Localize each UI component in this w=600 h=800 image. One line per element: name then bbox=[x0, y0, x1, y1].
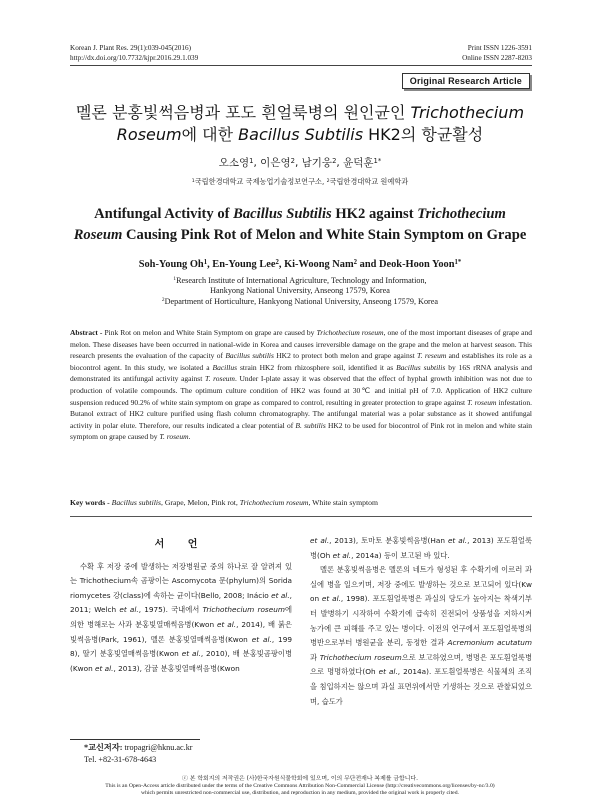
body-italic: Acremonium acutatum bbox=[447, 638, 532, 648]
affil-mark: 2 bbox=[326, 178, 330, 184]
journal-citation: Korean J. Plant Res. 29(1):039-045(2016) bbox=[70, 44, 191, 52]
body-text: , 2011; Welch bbox=[70, 590, 292, 615]
english-author: Deok-Hoon Yoon bbox=[378, 259, 455, 270]
author-affil-mark: 1* bbox=[454, 258, 462, 266]
body-text: 으로 보고하였으며, 병명은 포도흰얼룩병으로 명명하였다(Oh bbox=[310, 652, 533, 677]
body-text: , 2014a). 포도흰얼룩병은 식물체의 조직을 침입하지는 않으며 과실 표면위에서만 기생하는 것으로 관찰되었으며, 습도가 bbox=[310, 667, 532, 706]
body-text: , 1975). 국내에서 bbox=[138, 605, 203, 615]
body-text: 과 bbox=[310, 652, 320, 662]
body-text: , 2014a) 등이 보고된 바 있다. bbox=[351, 550, 450, 560]
english-authors: Soh-Young Oh$^1$, En-Young Lee$^2$, Ki-Woong Nam$^2$ and Deok-Hoon Yoon$^{1*}$ bbox=[138, 258, 462, 270]
korean-title-part: HK2의 항균활성 bbox=[363, 125, 484, 144]
abstract-text: and establishes its role as a biocontrol agent. In this study, we isolated a bbox=[70, 351, 532, 372]
keyword-text: , White stain symptom bbox=[308, 498, 378, 507]
english-affiliation: Hankyong National University, Anseong 17579, Korea bbox=[210, 286, 390, 296]
author-conjunction: and bbox=[357, 259, 379, 270]
english-title-part: Antifungal Activity of bbox=[94, 206, 234, 222]
abstract-species: Bacillus subtilis bbox=[396, 362, 446, 372]
english-affiliation: Department of Horticulture, Hankyong National University, Anseong 17579, Korea bbox=[164, 296, 439, 306]
body-italic: et al. bbox=[321, 594, 341, 604]
abstract-label: Abstract - bbox=[70, 328, 103, 337]
english-title-species: Trichothecium bbox=[417, 206, 506, 222]
english-title bbox=[40, 204, 560, 246]
body-text: , 1998). 포도흰얼룩병은 과실의 당도가 높아지는 착색기부터 발병하기 시작하여 수확기에 급속히 진전되어 상품성을 저하시켜 농가에 큰 피해를 주고 있는 병이다. 이전의 연구에서 포도흰얼룩병의 병반으로부터 병원균을 분리, 동정한 결과 bbox=[310, 594, 532, 648]
english-title-species: Roseum bbox=[73, 227, 123, 243]
body-italic: et al. bbox=[332, 550, 352, 560]
author-affil-mark: 1* bbox=[373, 156, 382, 165]
body-italic: Trichothecium roseum bbox=[202, 605, 285, 615]
abstract-species: B. subtilis bbox=[295, 420, 326, 430]
abstract-text: . bbox=[188, 432, 191, 442]
license-notice bbox=[36, 783, 564, 796]
korean-title-species: Bacillus Subtilis bbox=[238, 125, 364, 144]
affil-mark: 1 bbox=[191, 178, 195, 184]
license-line: This is an Open-Access article distributed under the terms of the Creative Commons Attribution Non-Commercial License (http://creativecommons.org/licenses/by-nc/3.0) bbox=[105, 783, 495, 789]
abstract-text: Pink Rot on melon and White Stain Symptom on grape are caused by bbox=[102, 328, 317, 337]
korean-title-species: Roseum bbox=[116, 125, 182, 144]
body-text: , 2014), 배 붉은빛썩음병(Park, 1961), 멜론 분홍빛열매썩음병(Kwon bbox=[70, 619, 292, 644]
body-text: , 2010), 배 분홍빛곰팡이병(Kwon bbox=[70, 649, 292, 673]
corresponding-phone: Tel. +82-31-678-4643 bbox=[84, 754, 157, 764]
abstract-text: HK2 to be used for biocontrol of Pink rot in melon and white stain symptom on grape caused by bbox=[70, 420, 532, 442]
section-divider bbox=[70, 516, 532, 517]
korean-title bbox=[60, 102, 540, 146]
body-italic: et al. bbox=[251, 634, 272, 644]
korean-title-part: 에 대한 bbox=[181, 125, 239, 144]
body-text: , 2013), 감귤 분홍빛열매썩음병(Kwon bbox=[113, 663, 240, 673]
author-affil-mark: 2 bbox=[275, 258, 279, 266]
intro-paragraph-1 bbox=[70, 560, 292, 677]
body-italic: et al. bbox=[271, 590, 290, 600]
section-heading-intro: 서 언 bbox=[154, 539, 208, 550]
body-column-left bbox=[70, 538, 292, 676]
body-italic: et al. bbox=[95, 663, 114, 673]
abstract-species: T. reseum bbox=[417, 351, 447, 361]
korean-affiliation: 국립한경대학교 원예학과 bbox=[329, 177, 409, 186]
body-text: 멜론 분홍빛썩음병은 멜론의 네트가 형성된 후 수확기에 이르러 과실에 병을 일으키며, 저장 중에도 발생하는 것으로 보고되어 있다(Kwon bbox=[310, 565, 532, 604]
doi-link[interactable]: http://dx.doi.org/10.7732/kjpr.2016.29.1.039 bbox=[70, 53, 199, 62]
author-affil-mark: 2 bbox=[332, 156, 337, 165]
author-affil-mark: 1 bbox=[249, 156, 254, 165]
body-italic: et al. bbox=[378, 667, 398, 677]
english-affiliations bbox=[60, 276, 540, 307]
korean-author: 이은영 bbox=[260, 157, 291, 169]
korean-authors: 오소영$^1$, 이은영$^2$, 남기웅$^2$, 윤덕훈$^{1*}$ bbox=[218, 156, 382, 169]
body-text: 에 의한 병해로는 사과 분홍빛열매썩음병(Kwon bbox=[70, 605, 292, 629]
body-italic: et al. bbox=[310, 536, 330, 545]
intro-paragraph-1-cont bbox=[310, 534, 532, 563]
abstract-text: infestation. Butanol extract of HK2 culture purified using flash column chromatography. The antifungal material was a polar substance as it showed antifungal activity in polar elute. Therefore, our results indicated a clear potential of bbox=[70, 397, 532, 430]
korean-author: 윤덕훈 bbox=[343, 157, 374, 169]
corresponding-email[interactable]: tropagri@hknu.ac.kr bbox=[122, 743, 193, 752]
korean-title-part: 멜론 분홍빛썩음병과 포도 흰얼룩병의 원인균인 bbox=[75, 103, 411, 122]
keywords-label: Key words - bbox=[70, 498, 110, 507]
print-issn: Print ISSN 1226-3591 bbox=[467, 44, 532, 52]
abstract-text: by 16S rRNA analysis and demonstrated its antifungal activity against bbox=[70, 362, 532, 384]
abstract-species: T. roseum bbox=[467, 397, 497, 407]
footnote-divider bbox=[70, 739, 200, 740]
abstract-text: strain HK2 from rhizosphere soil, identified it as bbox=[237, 362, 397, 372]
corresponding-author-footnote bbox=[84, 742, 193, 765]
body-italic: Trichothecium roseum bbox=[319, 652, 402, 662]
abstract bbox=[70, 327, 532, 443]
body-italic: et al. bbox=[181, 649, 201, 659]
body-text: , 2013) 포도흰얼룩병(Oh bbox=[310, 536, 532, 560]
affil-mark: 2 bbox=[161, 297, 165, 304]
abstract-text: HK2 to protect both melon and grape against bbox=[273, 351, 418, 361]
korean-affiliations bbox=[60, 177, 540, 187]
affil-mark: 1 bbox=[173, 276, 177, 283]
author-affil-mark: 2 bbox=[353, 258, 358, 266]
abstract-species: Trichothecium roseum bbox=[316, 328, 384, 337]
license-line: which permits unrestricted non-commercial use, distribution, and reproduction in any medium, provided the original work is properly cited. bbox=[141, 789, 459, 796]
keyword-species: Trichothecium roseum bbox=[239, 498, 309, 507]
abstract-species: Bacillus subtilis bbox=[225, 351, 274, 361]
intro-paragraph-2 bbox=[310, 563, 532, 709]
copyright-notice: ⓒ 본 학회지의 저작권은 (사)한국자원식물학회에 있으며, 이의 무단전재나 복제를 금합니다. bbox=[182, 776, 418, 782]
body-text: , 1998), 딸기 분홍빛열매썩음병(Kwon bbox=[70, 634, 292, 659]
korean-author: 남기웅 bbox=[301, 157, 333, 169]
abstract-species: T. roseum bbox=[204, 374, 235, 384]
abstract-species: Bacillus bbox=[212, 362, 238, 372]
keywords bbox=[70, 498, 532, 507]
abstract-species: T. roseum bbox=[159, 432, 189, 442]
korean-affiliation: 국립한경대학교 국제농업기술정보연구소, bbox=[194, 177, 327, 186]
english-author: Ki-Woong Nam bbox=[284, 259, 354, 270]
author-affil-mark: 1 bbox=[203, 258, 208, 266]
issn-block bbox=[462, 44, 532, 63]
english-affiliation: Research Institute of International Agriculture, Technology and Information, bbox=[176, 276, 427, 285]
english-author: En-Young Lee bbox=[212, 259, 276, 270]
abstract-text: , one of the most important diseases of grape and melon. These diseases have been occurred in national-wide in Korea and causes irreversible damage on the grape and the melon at harvest season. This research presents the evaluation of the capacity of bbox=[70, 328, 532, 361]
online-issn: Online ISSN 2287-8203 bbox=[462, 53, 532, 62]
header-divider bbox=[70, 65, 532, 66]
english-title-part: Causing Pink Rot of Melon and White Stain Symptom on Grape bbox=[122, 227, 527, 243]
english-author: Soh-Young Oh bbox=[138, 259, 204, 270]
abstract-text: . Under I-plate assay it was observed that the effect of hyphal growth inhibition was not due to production of volatile compounds. The optimum culture condition of HK2 was found at 30℃ and initial pH of 7.0. Application of HK2 culture suspension reduced 90.2% of white stain symptom on grape as compared to control, resulting in greater protection to grape against bbox=[70, 374, 532, 407]
body-column-right bbox=[310, 534, 532, 709]
keyword-text: , Grape, Melon, Pink rot, bbox=[160, 498, 240, 507]
english-title-part: HK2 against bbox=[331, 206, 418, 222]
body-italic: et al. bbox=[217, 619, 237, 629]
keyword-species: Bacillus subtilis bbox=[111, 498, 161, 507]
author-affil-mark: 2 bbox=[290, 156, 295, 165]
body-italic: et al. bbox=[119, 605, 139, 615]
article-type-badge: Original Research Article bbox=[402, 73, 530, 89]
body-text: , 2013), 토마토 분홍빛썩음병(Han bbox=[329, 536, 448, 545]
korean-author: 오소영 bbox=[218, 157, 250, 169]
body-text: 수확 후 저장 중에 발생하는 저장병원균 중의 하나로 잘 알려져 있는 Trichothecium속 곰팡이는 Ascomycota 문(phylum)의 Soridariomycetes 강(class)에 속하는 균이다(Bello, 2008; Inácio bbox=[70, 561, 292, 600]
journal-header bbox=[70, 44, 198, 63]
corresponding-label: *교신저자: bbox=[84, 743, 123, 752]
body-italic: et al. bbox=[447, 536, 468, 545]
korean-title-species: Trichothecium bbox=[410, 103, 525, 122]
english-title-species: Bacillus Subtilis bbox=[233, 206, 332, 222]
